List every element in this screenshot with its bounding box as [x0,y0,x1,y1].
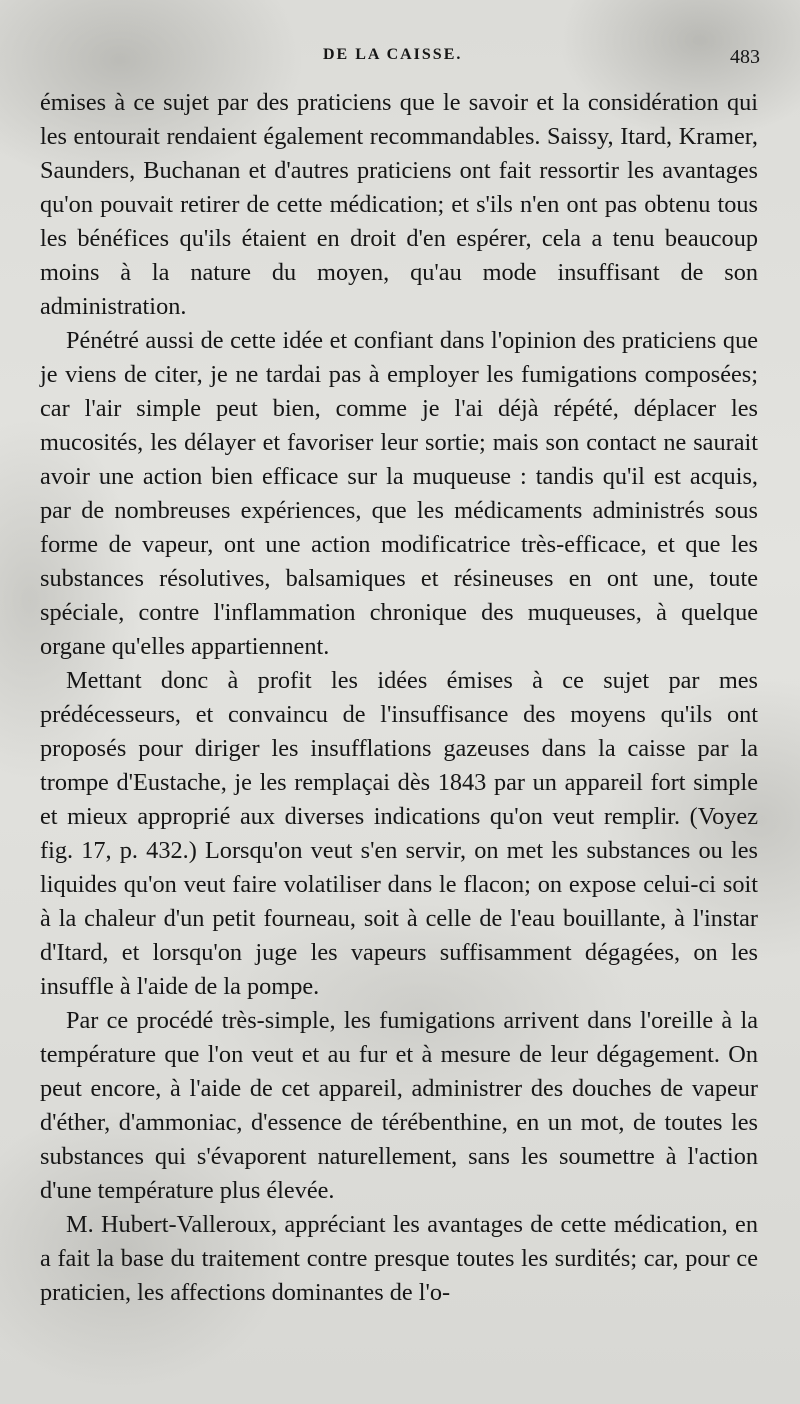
paragraph: M. Hubert-Valleroux, appréciant les avantages de cette médication, en a fait la base du traitement contre presque toutes les surdités; car, pour ce praticien, les affections dominantes de l'o- [40,1211,758,1306]
running-head [0,46,800,76]
paragraph: Par ce procédé très-simple, les fumigations arrivent dans l'oreille à la température que l'on veut et au fur et à mesure de leur dégagement. On peut encore, à l'aide de cet appareil, administrer des douches de vapeur d'éther, d'ammoniac, d'essence de térébenthine, en un mot, de toutes les substances qui s'évaporent naturellement, sans les soumettre à l'action d'une température plus élevée. [40,1007,758,1204]
page-number: 483 [730,46,760,68]
body-text [40,86,758,1310]
running-title: DE LA CAISSE. [323,46,463,63]
paragraph: Pénétré aussi de cette idée et confiant dans l'opinion des praticiens que je viens de citer, je ne tardai pas à employer les fumigations composées; car l'air simple peut bien, comme je l'ai déjà répété, déplacer les mucosités, les délayer et favoriser leur sortie; mais son contact ne saurait avoir une action bien efficace sur la muqueuse : tandis qu'il est acquis, par de nombreuses expériences, que les médicaments administrés sous forme de vapeur, ont une action modificatrice très-efficace, et que les substances résolutives, balsamiques et résineuses en ont une, toute spéciale, contre l'inflammation chronique des muqueuses, à quelque organe qu'elles appartiennent. [40,327,758,660]
paragraph: Mettant donc à profit les idées émises à ce sujet par mes prédécesseurs, et convaincu de l'insuffisance des moyens qu'ils ont proposés pour diriger les insufflations gazeuses dans la caisse par la trompe d'Eustache, je les remplaçai dès 1843 par un appareil fort simple et mieux approprié aux diverses indications qu'on veut remplir. (Voyez fig. 17, p. 432.) Lorsqu'on veut s'en servir, on met les substances ou les liquides qu'on veut faire volatiliser dans le flacon; on expose celui-ci soit à la chaleur d'un petit fourneau, soit à celle de l'eau bouillante, à l'instar d'Itard, et lorsqu'on juge les vapeurs suffisamment dégagées, on les insuffle à l'aide de la pompe. [40,667,758,1000]
paragraph-continued: émises à ce sujet par des praticiens que le savoir et la considération qui les entourait rendaient également recommandables. Saissy, Itard, Kramer, Saunders, Buchanan et d'autres praticiens ont fait ressortir les avantages qu'on pouvait retirer de cette médication; et s'ils n'en ont pas obtenu tous les bénéfices qu'ils étaient en droit d'en espérer, cela a tenu beaucoup moins à la nature du moyen, qu'au mode insuffisant de son administration. [40,89,758,320]
